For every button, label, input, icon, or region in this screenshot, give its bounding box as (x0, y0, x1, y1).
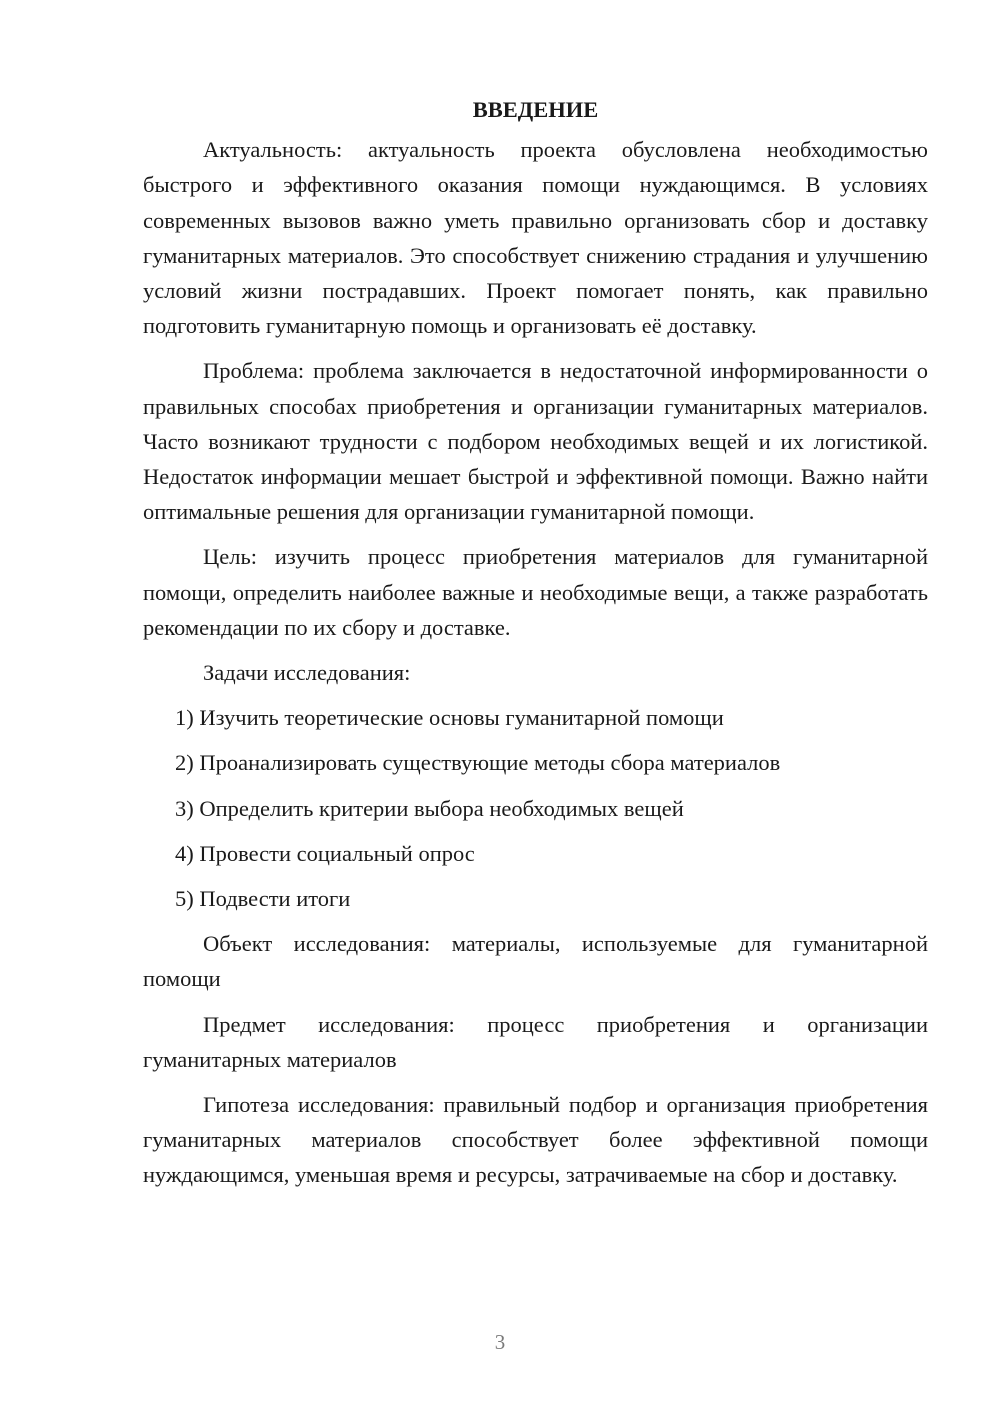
list-item: 4) Провести социальный опрос (175, 840, 475, 866)
paragraph-hypothesis: Гипотеза исследования: правильный подбор и организация приобретения гуманитарных материалов способствует более эффективной помощи нуждающимся, уменьшая время и ресурсы, затрачиваемые на сбор и доставку. (143, 1092, 928, 1188)
tasks-list (143, 700, 928, 916)
paragraph-relevance: Актуальность: актуальность проекта обусловлена необходимостью быстрого и эффективного оказания помощи нуждающимся. В условиях современных вызовов важно уметь правильно организовать сбор и доставку гуманитарных материалов. Это способствует снижению страдания и улучшению условий жизни пострадавших. Проект помогает понять, как правильно подготовить гуманитарную помощь и организовать её доставку. (143, 137, 928, 339)
paragraph-subject: Предмет исследования: процесс приобретения и организации гуманитарных материалов (143, 1011, 928, 1072)
page-title: ВВЕДЕНИЕ (472, 97, 599, 122)
tasks-heading: Задачи исследования: (203, 660, 411, 686)
paragraph-object: Объект исследования: материалы, используемые для гуманитарной помощи (143, 931, 928, 992)
paragraph-goal: Цель: изучить процесс приобретения материалов для гуманитарной помощи, определить наиболее важные и необходимые вещи, а также разработать рекомендации по их сбору и доставке. (143, 544, 928, 640)
list-item: 3) Определить критерии выбора необходимых вещей (175, 795, 684, 821)
paragraph-problem: Проблема: проблема заключается в недостаточной информированности о правильных способах приобретения и организации гуманитарных материалов. Часто возникают трудности с подбором необходимых вещей и их логистикой. Недостаток информации мешает быстрой и эффективной помощи. Важно найти оптимальные решения для организации гуманитарной помощи. (143, 358, 928, 525)
list-item: 5) Подвести итоги (175, 886, 351, 912)
list-item: 1) Изучить теоретические основы гуманитарной помощи (175, 705, 724, 731)
document-page (143, 92, 928, 1203)
page-number: 3 (494, 1330, 506, 1354)
list-item: 2) Проанализировать существующие методы сбора материалов (175, 750, 781, 776)
